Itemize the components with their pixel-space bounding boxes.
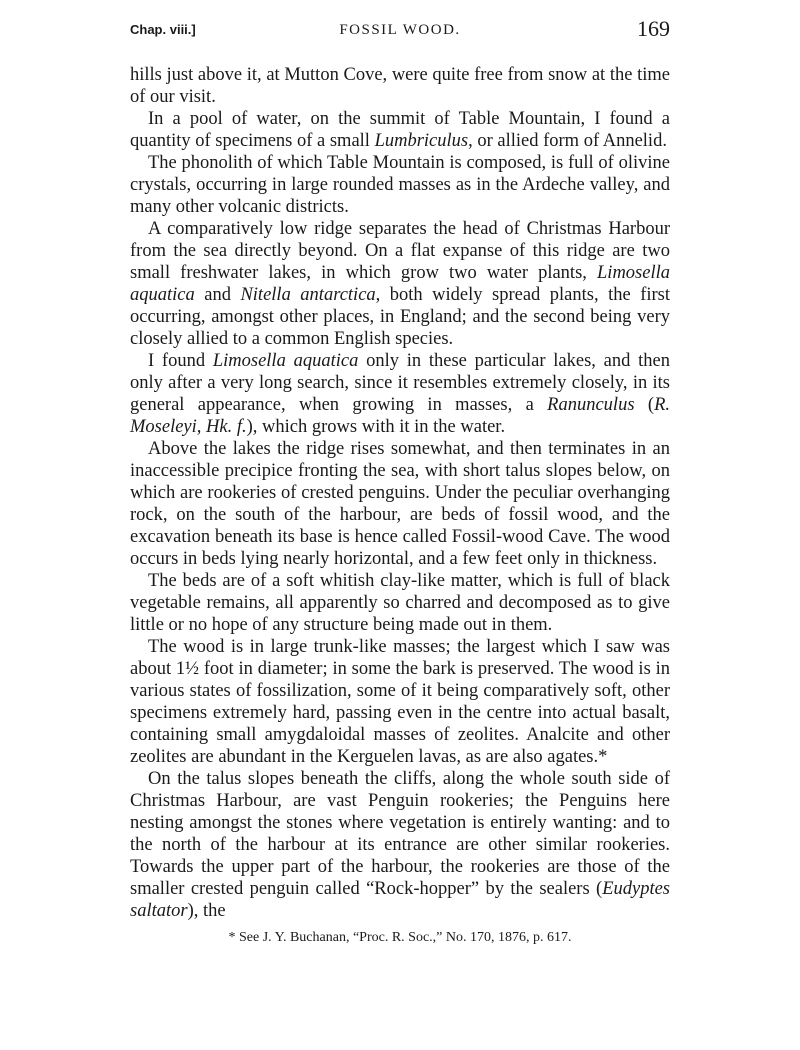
text-run: ( — [634, 395, 655, 415]
text-run: , or allied form of Annelid. — [468, 131, 667, 151]
chapter-label: Chap. viii.] — [130, 22, 196, 37]
text-run: The beds are of a soft whitish clay-like matter, which is full of black vegetable remains, all apparently so charred and decomposed as to give little or no hope of any structure being made out in them. — [130, 571, 670, 635]
text-run: and — [194, 285, 241, 305]
text-run: only in these particular lakes, and then only after a very long search, since it resembles extremely closely, in its general appearance, when growing in masses, a — [130, 351, 670, 415]
paragraph — [130, 108, 670, 152]
text-run: The wood is in large trunk-like masses; the largest which I saw was about 1½ foot in diameter; in some the bark is preserved. The wood is in various states of fossilization, some of it being comparatively soft, other specimens extremely hard, passing even in the centre into actual basalt, containing small amygdaloidal masses of zeolites. Analcite and other zeolites are abundant in the Kerguelen lavas, as are also agates.* — [130, 637, 670, 767]
italic-term: R. Moseleyi, Hk. f. — [130, 395, 670, 437]
text-run: hills just above it, at Mutton Cove, were quite free from snow at the time of our visit. — [130, 65, 670, 107]
text-run: A comparatively low ridge separates the head of Christmas Harbour from the sea directly beyond. On a flat expanse of this ridge are two small freshwater lakes, in which grow two water plants, — [130, 219, 670, 283]
page-number: 169 — [637, 16, 670, 41]
text-run: In a pool of water, on the summit of Table Mountain, I found a quantity of specimens of a small — [130, 109, 670, 151]
text-run: ), the — [187, 901, 226, 921]
italic-term: Ranunculus — [547, 395, 635, 415]
text-run: On the talus slopes beneath the cliffs, along the whole south side of Christmas Harbour, are vast Penguin rookeries; the Penguins here nesting amongst the stones where vegetation is entirely wanting: and to the north of the harbour at its entrance are other similar rookeries. Towards the upper part of the harbour, the rookeries are those of the smaller crested penguin called “Rock-hopper” by the sealers ( — [130, 769, 670, 899]
paragraph — [130, 636, 670, 768]
book-page — [130, 12, 670, 946]
italic-term: Lumbriculus — [374, 131, 469, 151]
body-text — [130, 64, 670, 922]
paragraph — [130, 218, 670, 350]
paragraph — [130, 152, 670, 218]
paragraph — [130, 64, 670, 108]
paragraph — [130, 570, 670, 636]
footnote: * See J. Y. Buchanan, “Proc. R. Soc.,” No. 170, 1876, p. 617. — [228, 930, 572, 945]
paragraph — [130, 768, 670, 922]
text-run: Above the lakes the ridge rises somewhat, and then terminates in an inaccessible precipice fronting the sea, with short talus slopes below, on which are rookeries of crested penguins. Under the peculiar overhanging rock, on the south of the harbour, are beds of fossil wood, and the excavation beneath its base is hence called Fossil-wood Cave. The wood occurs in beds lying nearly horizontal, and a few feet only in thickness. — [130, 439, 670, 569]
italic-term: Nitella antarctica — [240, 285, 376, 305]
page-title: FOSSIL WOOD. — [339, 22, 461, 38]
italic-term: Limosella aquatica — [212, 351, 359, 371]
italic-term: Eudyptes saltator — [130, 879, 670, 921]
text-run: I found — [148, 351, 213, 371]
paragraph — [130, 350, 670, 438]
paragraph — [130, 438, 670, 570]
italic-term: Limosella aquatica — [130, 263, 670, 305]
text-run: The phonolith of which Table Mountain is composed, is full of olivine crystals, occurring in large rounded masses as in the Ardeche valley, and many other volcanic districts. — [130, 153, 670, 217]
text-run: ), which grows with it in the water. — [246, 417, 506, 437]
running-head — [130, 12, 670, 48]
text-run: , both widely spread plants, the first occurring, amongst other places, in England; and the second being very closely allied to a common English species. — [130, 285, 670, 349]
